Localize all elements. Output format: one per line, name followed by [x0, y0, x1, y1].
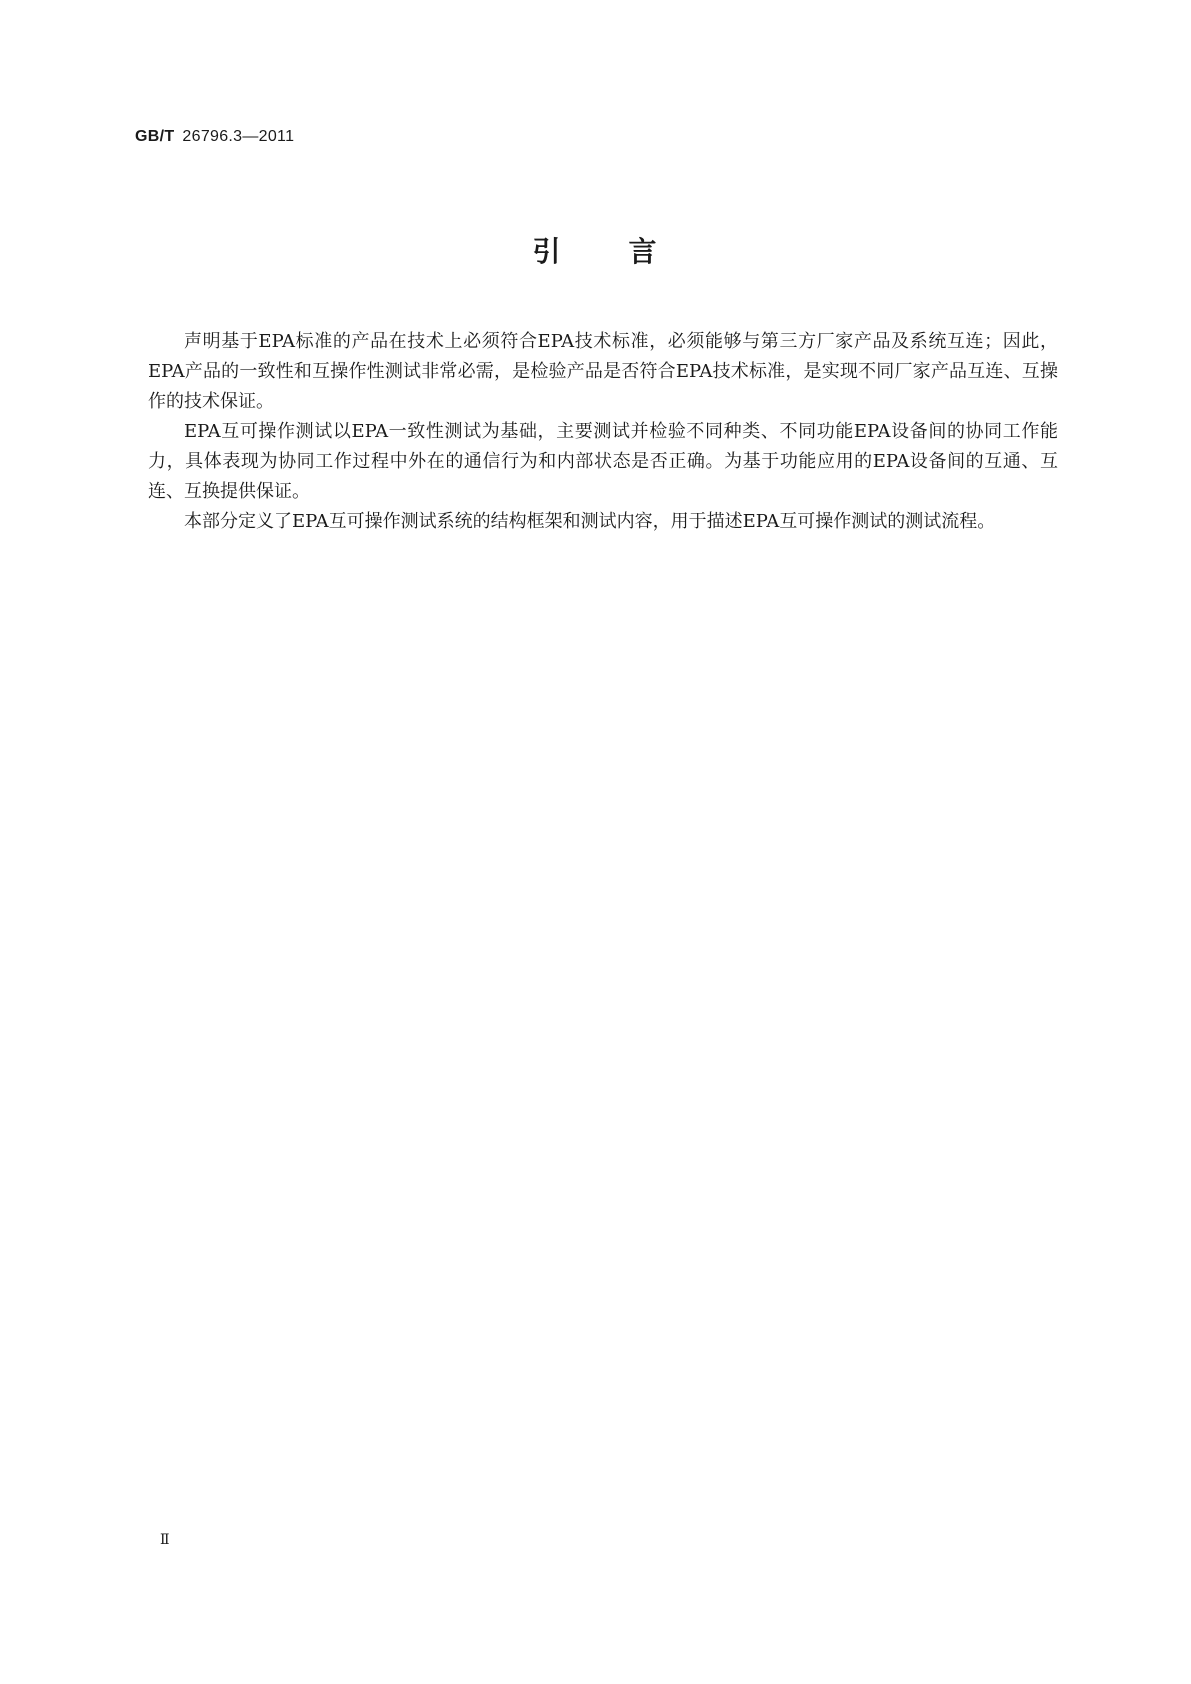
paragraph-1: 声明基于EPA标准的产品在技术上必须符合EPA技术标准，必须能够与第三方厂家产品及系统互连；因此，EPA产品的一致性和互操作性测试非常必需，是检验产品是否符合EPA技术标准，是实现不同厂家产品互连、互操作的技术保证。	[148, 331, 1058, 412]
title-char-1: 引	[532, 235, 563, 268]
document-code	[135, 128, 294, 146]
page-title	[0, 230, 1191, 270]
introduction-body	[148, 327, 1058, 537]
title-char-2: 言	[628, 235, 659, 268]
standard-number: 26796.3—2011	[182, 128, 295, 145]
page-number: Ⅱ	[160, 1532, 170, 1548]
paragraph-3: 本部分定义了EPA互可操作测试系统的结构框架和测试内容，用于描述EPA互可操作测试的测试流程。	[184, 511, 996, 532]
paragraph-2: EPA互可操作测试以EPA一致性测试为基础，主要测试并检验不同种类、不同功能EPA设备间的协同工作能力，具体表现为协同工作过程中外在的通信行为和内部状态是否正确。为基于功能应用的EPA设备间的互通、互连、互换提供保证。	[148, 421, 1058, 502]
standard-prefix: GB/T	[135, 128, 175, 145]
